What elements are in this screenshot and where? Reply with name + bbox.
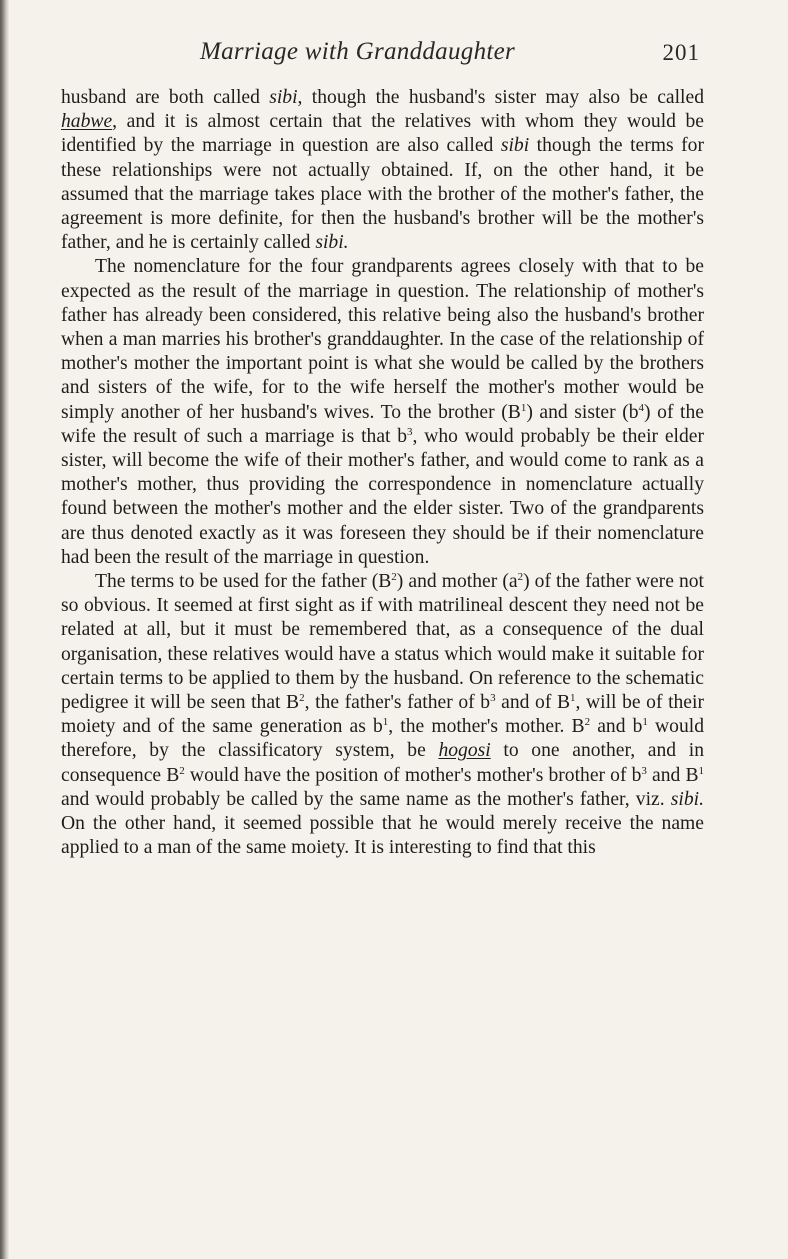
text-run: , will be of their moiety and of the same generation as b [61,692,704,738]
superscript-index: 1 [570,692,576,705]
text-run: The nomenclature for the four grandparents agrees closely with that to be expected as the result of the marriage in question. The relationship of mother's father has already been considered, this relative being also the husband's brother when a man marries his brother's granddaughter. In the case of the relationship of mother's mother the important point is what she would be called by the brothers and sisters of the wife, for to the wife herself the mother's mother would be simply another of her husband's wives. To the brother (B [61,256,704,423]
page-spine-shadow [0,0,9,1259]
italic-term: sibi [500,135,530,157]
text-run: , who would probably be their elder sister, will become the wife of their mother's father, and would come to rank as a mother's mother, thus providing the correspondence in nomenclature actually found between the mother's mother and the elder sister. Two of the grandparents are thus denoted exactly as it was foreseen they should be if their nomenclature had been the result of the marriage in question. [61,425,704,568]
text-run: would have the position of mother's mother's brother of b [184,764,642,786]
text-run: husband are both called [61,87,270,108]
paragraph [61,255,704,570]
superscript-index: 2 [391,571,397,584]
superscript-index: 1 [382,716,389,729]
text-run: though the terms for these relationships were not actually obtained. If, on the other hand, it be assumed that the marriage takes place with the brother of the mother's father, the agreement is more definite, for then the husband's brother will be the mother's father, and he is certainly called [61,135,704,254]
italic-term: sibi. [315,232,349,254]
running-header [60,38,704,74]
text-run: , though the husband's sister may also be called [297,87,704,108]
text-run: On the other hand, it seemed possible that he would merely receive the name applied to a man of the same moiety. It is interesting to find that this [61,813,704,859]
superscript-index: 2 [179,764,185,777]
superscript-index: 2 [517,571,524,584]
text-run: and of B [495,692,571,714]
superscript-index: 1 [698,764,705,777]
text-run: would therefore, by the classificatory system, be [61,716,704,762]
running-title: Marriage with Granddaughter [200,38,516,65]
text-run: , the mother's mother. B [388,716,585,738]
underlined-italic-term: habwe [61,111,113,133]
superscript-index: 2 [584,716,591,729]
text-run: ) of the wife the result of such a marriage is that b [61,401,704,447]
text-run: ) and mother (a [396,571,518,593]
superscript-index: 3 [641,764,647,777]
underlined-italic-term: hogosi [438,740,491,762]
body-text [61,86,704,861]
text-run: and B [646,764,699,786]
superscript-index: 3 [490,692,496,705]
text-run: ) of the father were not so obvious. It seemed at first sight as if with matrilineal descent they need not be related at all, but it must be remembered that, as a consequence of the dual organisation, these relatives would have a status which would make it suitable for certain terms to be applied to them by the husband. On reference to the schematic pedigree it will be seen that B [61,571,704,714]
superscript-index: 3 [407,425,413,438]
page-number: 201 [662,40,700,65]
text-run: and b [590,716,643,738]
text-run: , the father's father of b [304,692,491,714]
text-run: to one another, and in consequence B [61,740,704,786]
superscript-index: 1 [642,716,648,729]
text-run: , and it is almost certain that the relatives with whom they would be identified by the marriage in question are also called [61,111,704,157]
text-run: The terms to be used for the father (B [95,571,392,593]
italic-term: sibi. [670,788,704,810]
superscript-index: 1 [520,401,527,414]
italic-term: sibi [269,87,298,108]
paragraph [61,570,704,860]
superscript-index: 4 [638,401,645,414]
text-run: ) and sister (b [526,401,639,423]
paragraph [61,86,704,255]
text-run: and would probably be called by the same name as the mother's father, viz. [61,788,671,810]
superscript-index: 2 [299,692,305,705]
